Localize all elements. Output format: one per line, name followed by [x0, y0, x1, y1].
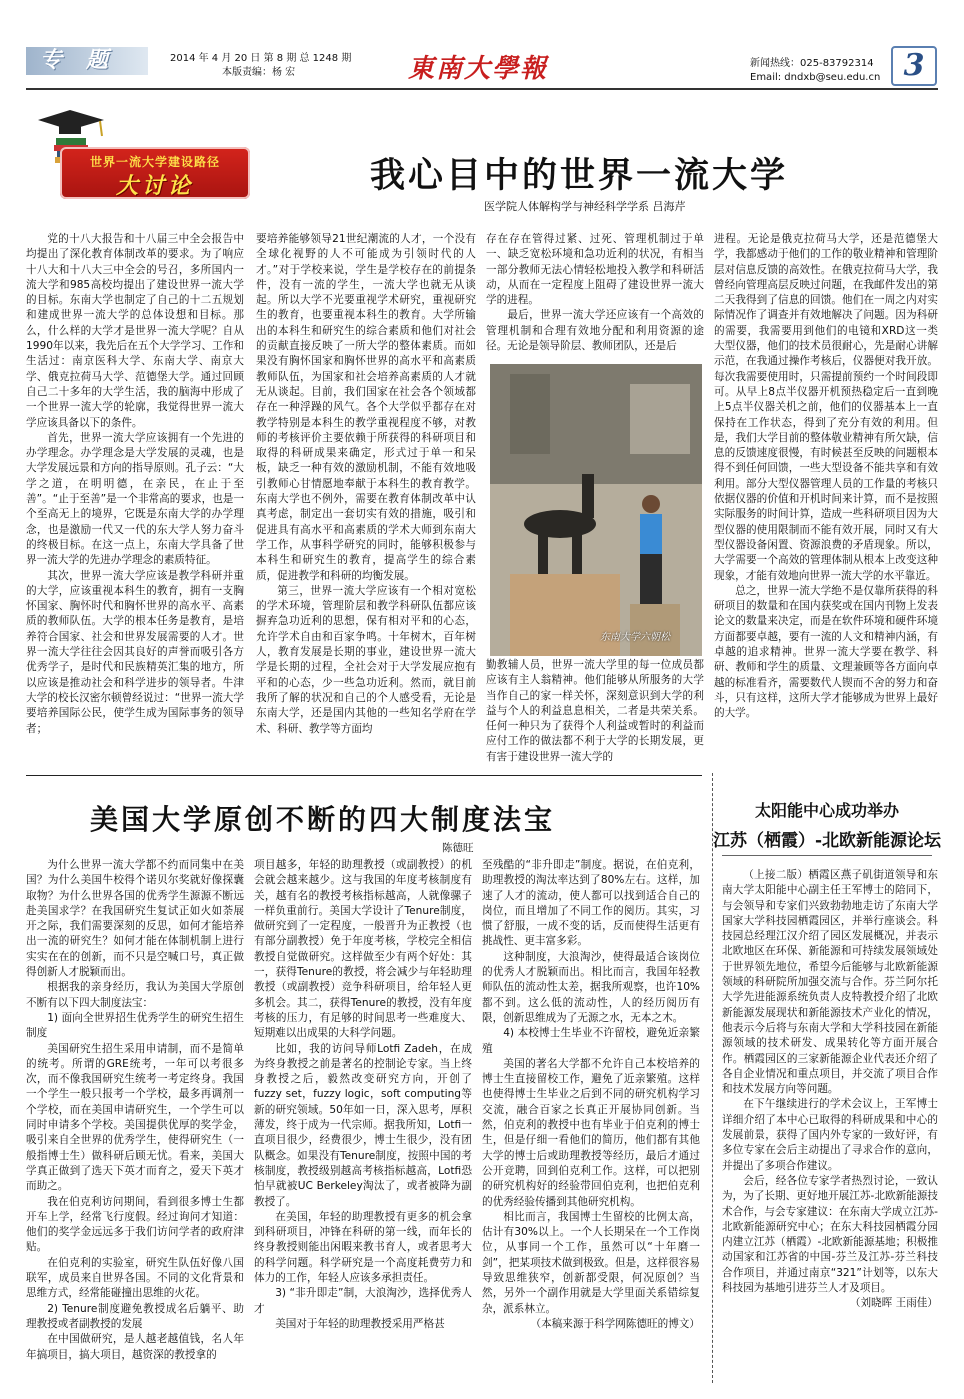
discussion-badge	[60, 147, 250, 199]
page-number: 3	[891, 46, 937, 86]
paragraph: 在下午继续进行的学术会议上，王军博士详细介绍了本中心已取得的科研成果和中心的发展前景，获得了国内外专家的一致好评，有多位专家在会后主动提出了寻求合作的意向，并提出了多项合作建议。	[722, 1098, 938, 1172]
newspaper-masthead: 東南大學報	[408, 54, 549, 84]
paragraph: 美国的著名大学都不允许自己本校培养的博士生直接留校工作，避免了近亲繁殖。这样也使得博士生毕业之后到不同的研究机构学习交流，融合百家之长真正开展协同创新。当然，伯克利的教授中也有毕业于伯克利的博士生，但是仔细一看他们的简历，他们都有其他大学的博士后或助理教授等经历，最后才通过公开竞聘，回到伯克利工作。这样，可以把别的研究机构好的经验带回伯克利，也把伯克利的优秀经验传播到其他研究机构。	[482, 1057, 700, 1208]
article-column-1	[26, 858, 244, 1384]
section-divider	[26, 775, 702, 776]
paragraph: （上接二版）栖霞区燕子矶街道领导和东南大学太阳能中心副主任王军博士的陪同下，与会领导和专家们兴致勃勃地走访了东南大学国家大学科技园栖霞园区，并举行座谈会。科技园总经理江汉介绍了园区发展概况，并表示北欧地区在环保、新能源和可持续发展领域处于世界领先地位，希望今后能够与北欧新能源领域的科研院所加强交流与合作。芬兰阿尔托大学先进能源系统负责人皮特教授介绍了北欧新能源发展现状和新能源技术产业化的情况，他表示今后将与东南大学和大学科技园在新能源领域的技术研发、成果转化等方面开展合作。栖霞园区的三家新能源企业代表还介绍了各自企业情况和重点项目，并交流了项目合作和技术发展方向等问题。	[722, 869, 938, 1096]
paragraph: 为什么世界一流大学都不约而同集中在美国？为什么美国牛校得个诺贝尔奖就好像探囊取物？为什么世界各国的优秀学生源源不断远赴美国求学？在我国研究生复试正如火如荼展开之际，我们需要深刻的反思，如何才能培养出一流的研究生？如何才能在体制机制上进行实实在在的创新，而不只是空喊口号，真正做得创新人才脱颖而出。	[26, 859, 244, 979]
sidebar-body	[722, 868, 938, 1384]
paragraph: 我在伯克利访问期间，看到很多博士生都开车上学，经常飞行度假。经过询问才知道：他们的奖学金远远多于我们访问学者的政府津贴。	[26, 1195, 244, 1254]
paragraph: 1) 面向全世界招生优秀学生的研究生招生制度	[26, 1011, 244, 1040]
paragraph: 比如，我的访问导师Lotfi Zadeh，在成为终身教授之前是著名的控制论专家。当上终身教授之后，毅然改变研究方向，开创了fuzzy set，fuzzy logic，soft computing等新的研究领域。50年如一日，深入思考，厚积薄发，终于成为一代宗师。据我所知，Lotfi一直项目很少，经费很少，博士生很少，没有团队概念。如果没有Tenure制度，按照中国的考核制度，教授级别越高考核指标越高，Lotfi恐怕早就被UC Berkeley淘汰了，或者被降为副教授了。	[254, 1042, 472, 1208]
section-tab: 专题	[26, 47, 148, 75]
article-column-3	[482, 858, 700, 1384]
feature-column-3-top	[486, 232, 704, 360]
article-title: 美国大学原创不断的四大制度法宝	[90, 803, 556, 836]
feature-title: 我心目中的世界一流大学	[370, 155, 789, 196]
photo-caption: 东南大学六朝松	[600, 632, 670, 643]
badge-title: 大讨论	[115, 174, 194, 199]
sidebar-title-line2: 江苏（栖霞）-北欧新能源论坛	[712, 831, 942, 851]
paragraph: 其次，世界一流大学应该是教学科研并重的大学，应该重视本科生的教育，拥有一支胸怀国家、胸怀时代和胸怀世界的高水平、高素质的教师队伍。大学的根本任务是教育，是培养符合国家、社会和世界发展需要的人才。世界一流大学往往会因其良好的声誉而吸引各方优秀学子，是时代和民族精英汇集的地方，所以应该是推动社会和科学进步的领导者。牛津大学的校长汉密尔顿曾经说过：“世界一流大学要培养国际公民，使学生成为国际事务的领导者；	[26, 569, 244, 735]
feature-column-1	[26, 232, 244, 764]
paragraph: 进程。无论是俄克拉荷马大学，还是范德堡大学，我都感动于他们的工作的敬业精神和管理阶层对信息反馈的高效性。在俄克拉荷马大学，我曾经向管理高层反映过问题，在我邮件发出的第二天我得到了信息的回馈。他们在一周之内对实际情况作了调查并有效地解决了问题。因为科研的需要，我需要用到他们的电镜和XRD这一类大型仪器，他们的技术员很耐心，先是耐心讲解示范，在我通过操作考核后，仪器便对我开放。每次我需要使用时，只需提前预约一个时间段即可。从早上8点半仪器开机预热稳定后一直到晚上5点半仪器关机之前，他们的仪器基本上一直保持在工作状态，得到了充分有效的利用。但是，我们大学目前的整体敬业精神有所欠缺，信息的反馈速度很慢，有时候甚至反映的问题根本得不到任何回馈，一些大型设备不能共享和有效利用。部分大型仪器管理人员的工作量的考核只依据仪器的价值和开机时间来计算，而不是按照实际服务的时间计算，造成一些科研项目因为大型仪器的使用限制而不能有效开展，同时又有大型仪器设备闲置、资源浪费的矛盾现象。所以，大学需要一个高效的管理体制从根本上改变这种现象，才能有效地向世界一流大学的水平靠近。	[714, 233, 938, 582]
paragraph: 2) Tenure制度避免教授成名后躺平、助理教授或者副教授的发展	[26, 1302, 244, 1330]
byline: （刘晓晖 王雨佳）	[849, 1297, 938, 1310]
feature-column-3-bottom	[486, 658, 704, 764]
sidebar-rule	[722, 855, 932, 856]
paragraph: 会后，经各位专家学者热烈讨论，一致认为，为了长期、更好地开展江苏-北欧新能源技术合作，与会专家建议：在东南大学成立江苏-北欧新能源研究中心；在东大科技园栖霞分园内建立江苏（栖霞）-北欧新能源基地；积极推动国家和江苏省的中国-芬兰及江苏-芬兰科技合作项目，并通过南京“321”计划等，以东大科技园为基地引进芬兰人才及项目。	[722, 1174, 938, 1295]
paragraph: 项目越多，年轻的助理教授（或副教授）的机会就会越来越少。这与我国的年度考核制度有关，越有名的教授考核指标越高，人就像骡子一样负重前行。美国大学设计了Tenure制度，做研究到了一定程度，一般晋升为正教授（也有部分副教授）免于年度考核，学校完全相信教授自觉做研究。这样做至少有两个好处：其一，获得Tenure的教授，将会减少与年轻助理教授（或副教授）竞争科研项目，给年轻人更多机会。其二，获得Tenure的教授，没有年度考核的压力，有足够的时间思考一些难度大、短期难以出成果的大科学问题。	[254, 859, 472, 1040]
feature-author: 医学院人体解构学与神经科学学系 吕海芹	[484, 200, 686, 213]
paragraph: 首先，世界一流大学应该拥有一个先进的办学理念。办学理念是大学发展的灵魂，也是大学发展远景和方向的指导原则。孔子云：“大学之道，在明明德，在亲民，在止于至善”。“止于至善”是一个非常高的要求，也是一个至高无上的境界，它既是东南大学的办学理念，也是激励一代又一代的东大学人努力奋斗的终极目标。在这一点上，东南大学具备了世界一流大学的先进办学理念的素质特征。	[26, 431, 244, 567]
paragraph: 美国对于年轻的助理教授采用严格甚	[275, 1317, 445, 1330]
paragraph: 总之，世界一流大学绝不是仅靠所获得的科研项目的数量和在国内获奖或在国内刊物上发表论文的数量来决定，而是在软件环境和硬件环境方面都要卓越，要有一流的人文和精神内涵，有卓越的追求精神。世界一流大学要在教学、科研、教师和学生的质量、文理兼顾等各方面向卓越的标准看齐，需要数代人锲而不舍的努力和奋斗，只有这样，这所大学才能够成为世界上最好的大学。	[714, 584, 938, 720]
paragraph: 这种制度，大浪淘沙，使得最适合该岗位的优秀人才脱颖而出。相比而言，我国年轻教师队伍的流动性太差，据我所观察，也许10%都不到。这么低的流动性，人的经历阅历有限，创新思维成为了无源之水，无本之木。	[482, 950, 700, 1024]
sidebar-title-line1: 太阳能中心成功举办	[754, 801, 899, 820]
feature-column-2	[256, 232, 476, 764]
paragraph: 3) “非升即走”制，大浪淘沙，选择优秀人才	[254, 1287, 472, 1315]
hotline: 新闻热线：025-83792314	[750, 58, 874, 69]
article-author: 陈德旺	[442, 842, 474, 854]
issue-line: 2014 年 4 月 20 日 第 8 期 总 1248 期	[170, 53, 352, 64]
campus-photo	[490, 364, 702, 656]
badge-subtitle: 世界一流大学建设路径	[89, 155, 220, 169]
feature-column-4	[714, 232, 938, 764]
editor-line: 本版责编：杨 宏	[222, 67, 296, 78]
paragraph: 4) 本校博士生毕业不许留校，避免近亲繁殖	[482, 1027, 700, 1055]
paragraph: 最后，世界一流大学还应该有一个高效的管理机制和合理有效地分配和利用资源的途径。无论是领导阶层、教师团队，还是后	[486, 309, 704, 353]
header-rule	[26, 88, 938, 90]
paragraph: 存在存在管得过紧、过死、管理机制过于单一、缺乏宽松环境和急功近利的状况，有相当一部分教师无法心情轻松地投入教学和科研活动，从而在一定程度上阻碍了建设世界一流大学的进程。	[486, 233, 704, 307]
paragraph: 美国研究生招生采用申请制，而不是简单的统考。所谓的GRE统考，一年可以考很多次，而不像我国研究生统考一考定终身。我国一个学生一般只报考一个学校，最多再调剂一个学校，而在美国申请研究生，一个学生可以同时申请多个学校。美国提供优厚的奖学金，吸引来自全世界的优秀学生，使得研究生（一般指博士生）做科研后顾无忧。看来，美国大学真正做到了选天下英才而育之，爱天下英才而助之。	[26, 1042, 244, 1193]
paragraph: 至残酷的“非升即走”制度。据说，在伯克利，助理教授的淘汰率达到了80%左右。这样，加速了人才的流动，使人都可以找到适合自己的岗位，而且增加了不同工作的阅历。其实，习惯了舒服，一成不变的话，反而使得生活更有挑战性、更丰富多彩。	[482, 859, 700, 948]
paragraph: 在美国，年轻的助理教授有更多的机会拿到科研项目，冲锋在科研的第一线，而年长的终身教授则能出闲暇来教书育人，或者思考大的科学问题。科学研究是一个高度耗费劳力和体力的工作，年轻人应该多承担责任。	[254, 1210, 472, 1285]
paragraph: 第三，世界一流大学应该有一个相对宽松的学术环境，管理阶层和教学科研队伍都应该摒弃急功近利的思想，保有相对平和的心态，允许学术自由和百家争鸣。十年树木，百年树人，教育发展是长期的事业，建设世界一流大学是长期的过程，全社会对于大学发展应抱有平和的心态，少一些急功近利。然而，就目前我所了解的状况和自己的个人感受看，无论是东南大学，还是国内其他的一些知名学府在学术、科研、教学等方面均	[256, 584, 476, 735]
issue-info	[170, 52, 351, 80]
deer-sculpture-image	[490, 364, 702, 656]
article-column-2	[254, 858, 472, 1384]
paragraph: 党的十八大报告和十八届三中全会报告中均提出了深化教育体制改革的要求。为了响应十八大和十八大三中全会的号召，多所国内一流大学和985高校均提出了建设世界一流大学的目标。东南大学也制定了自己的十二五规划和建成世界一流大学的总体设想和目标。那么，什么样的大学才是世界一流大学呢？自从1990年以来，我先后在五个大学学习、工作和生活过：南京医科大学、东南大学、南京大学、俄克拉荷马大学、范德堡大学。通过回顾自己二十多年的大学生活，我的脑海中形成了一个世界一流大学的轮廓，我觉得世界一流大学应该具备以下的条件。	[26, 233, 244, 429]
paragraph: 在中国做研究，是人越老越值钱，名人年年搞项目，搞大项目，越资深的教授拿的	[26, 1333, 244, 1361]
paragraph: 在伯克利的实验室，研究生队伍好像八国联军，成员来自世界各国。不同的文化背景和思维方式，经常能碰撞出思维的火花。	[26, 1256, 244, 1300]
email: Email: dndxb@seu.edu.cn	[750, 72, 881, 83]
paragraph: 根据我的亲身经历，我认为美国大学原创不断有以下四大制度法宝：	[26, 981, 244, 1009]
paragraph: 勤教辅人员，世界一流大学里的每一位成员都应该有主人翁精神。他们能够从所服务的大学当作自己的家一样关怀，深刻意识到大学的利益与个人的利益息息相关，二者是共荣关系。任何一种只为了获得个人利益或暂时的利益而应付工作的做法都不利于大学的长期发展，更有害于建设世界一流大学的	[486, 659, 704, 763]
source-note: （本稿来源于科学网陈德旺的博文）	[530, 1317, 700, 1330]
contact-info	[750, 57, 880, 85]
paragraph: 要培养能够领导21世纪潮流的人才，一个没有全球化视野的人不可能成为引领时代的人才。”对于学校来说，学生是学校存在的前提条件，没有一流的学生，一流大学也就无从谈起。所以大学不光要重视学术研究，重视研究生的教育，也要重视本科生的教育。大学所输出的本科生和研究生的综合素质和他们对社会的贡献直接反映了一所大学的整体素质。而如果没有胸怀国家和胸怀世界的高水平和高素质教师队伍，为国家和社会培养高素质的人才就无从谈起。目前，我们国家在社会各个领域都存在一种浮躁的风气。各个大学似乎都存在对教学特别是本科生的教学重视程度不够，对教师的考核评价主要依赖于所获得的科研项目和取得的科研成果来确定，形式过于单一和呆板，缺乏一种有效的激励机制，不能有效地吸引教师心甘情愿地奉献于本科生的教育教学。东南大学也不例外，需要在教育体制改革中认真考虑，制定出一套切实有效的措施，吸引和促进具有高水平和高素质的学术大师到东南大学工作，从事科学研究的同时，能够积极参与本科生和研究生的教育，提高学生的综合素质，促进教学和科研的均衡发展。	[256, 233, 476, 582]
paragraph: 相比而言，我国博士生留校的比例太高，估计有30%以上。一个人长期呆在一个工作岗位，从事同一个工作，虽然可以“十年磨一剑”，把某项技术做到极致。但是，这样很容易导致思维狭窄，创新都受限，何况原创？当然，另外一个副作用就是大学里面关系错综复杂，派系林立。	[482, 1210, 700, 1315]
